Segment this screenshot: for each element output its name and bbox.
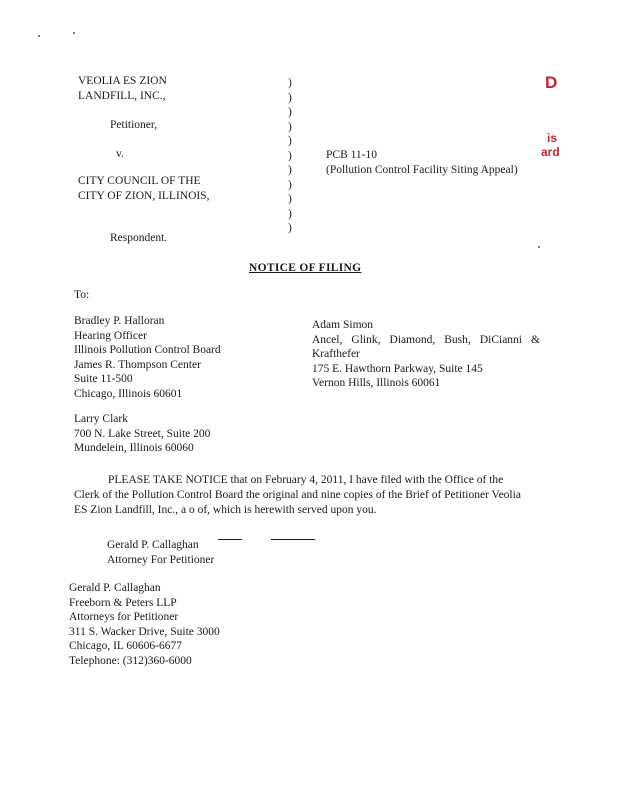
received-stamp-text: ard	[541, 145, 560, 159]
respondent-role: Respondent.	[110, 232, 168, 244]
versus-label: v.	[116, 148, 124, 160]
recipient-adam-simon: Adam Simon Ancel, Glink, Diamond, Bush, DiCianni & Krafthefer 175 E. Hawthorn Parkway, Suite 145 Vernon Hills, Illinois 60061	[312, 319, 540, 389]
signature-block: Gerald P. Callaghan Attorney For Petitioner	[107, 539, 215, 566]
case-type: (Pollution Control Facility Siting Appeal)	[326, 164, 518, 176]
petitioner-role: Petitioner,	[110, 119, 158, 131]
petitioner-name: VEOLIA ES ZION LANDFILL, INC.,	[78, 75, 167, 102]
scan-speck	[538, 246, 540, 248]
recipient-hearing-officer: Bradley P. Halloran Hearing Officer Illinois Pollution Control Board James R. Thompson Center Suite 11-500 Chicago, Illinois 60601	[74, 315, 221, 400]
signature-line	[271, 539, 315, 540]
received-stamp: D	[545, 73, 558, 92]
document-title: NOTICE OF FILING	[249, 262, 362, 274]
respondent-name: CITY COUNCIL OF THE CITY OF ZION, ILLINOIS,	[78, 175, 210, 202]
received-stamp-text: is	[547, 131, 558, 145]
notice-body-line: Clerk of the Pollution Control Board the original and nine copies of the Brief of Petitioner Veolia	[74, 489, 521, 501]
scan-speck	[38, 35, 40, 37]
recipient-larry-clark: Larry Clark 700 N. Lake Street, Suite 200 Mundelein, Illinois 60060	[74, 413, 211, 454]
scan-speck	[73, 32, 75, 34]
notice-body-line: PLEASE TAKE NOTICE that on February 4, 2011, I have filed with the Office of the	[108, 474, 504, 486]
caption-bracket: ) ) ) ) ) ) ) ) ) ) )	[288, 77, 292, 234]
attorney-contact-block: Gerald P. Callaghan Freeborn & Peters LLP Attorneys for Petitioner 311 S. Wacker Drive, Suite 3000 Chicago, IL 60606-6677 Telephone: (312)360-6000	[69, 582, 220, 667]
signature-line	[218, 539, 242, 540]
to-label: To:	[74, 289, 90, 301]
notice-body-line: ES Zion Landfill, Inc., a o of, which is herewith served upon you.	[74, 504, 377, 516]
case-number: PCB 11-10	[326, 149, 378, 161]
